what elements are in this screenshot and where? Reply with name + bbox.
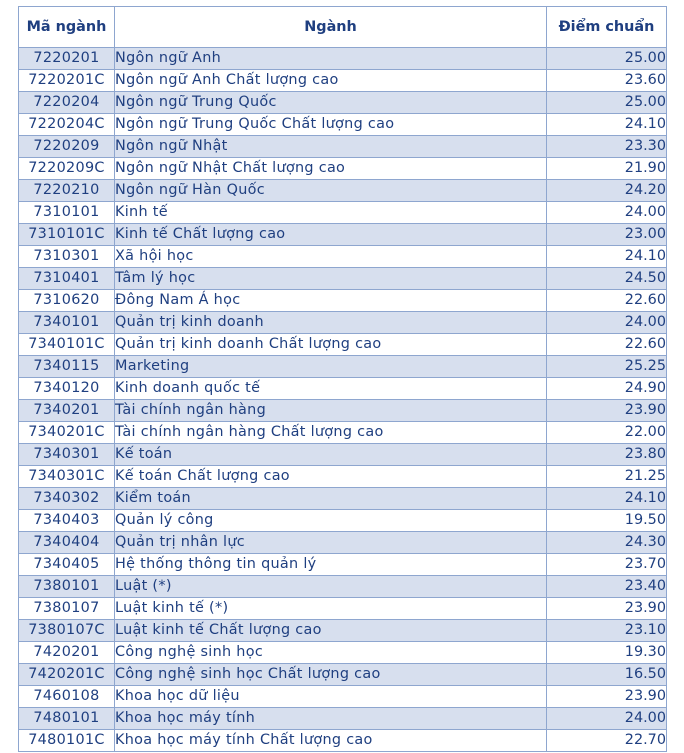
table-row: [19, 422, 667, 444]
major-code-cell: 7220201C: [19, 70, 115, 92]
cutoff-score-cell: 23.10: [547, 620, 667, 642]
admission-score-table: [18, 6, 667, 752]
table-row: [19, 686, 667, 708]
header-cutoff-score: Điểm chuẩn: [547, 7, 667, 48]
cutoff-score-cell: 24.50: [547, 268, 667, 290]
major-name-cell: Công nghệ sinh học: [115, 642, 547, 664]
major-name-cell: Kế toán: [115, 444, 547, 466]
table-row: [19, 378, 667, 400]
cutoff-score-cell: 24.10: [547, 114, 667, 136]
major-name-cell: Ngôn ngữ Hàn Quốc: [115, 180, 547, 202]
major-code-cell: 7220209: [19, 136, 115, 158]
major-name-cell: Tài chính ngân hàng: [115, 400, 547, 422]
major-name-cell: Xã hội học: [115, 246, 547, 268]
major-code-cell: 7420201C: [19, 664, 115, 686]
major-code-cell: 7380101: [19, 576, 115, 598]
major-code-cell: 7340120: [19, 378, 115, 400]
major-code-cell: 7380107C: [19, 620, 115, 642]
table-row: [19, 136, 667, 158]
cutoff-score-cell: 19.30: [547, 642, 667, 664]
cutoff-score-cell: 25.00: [547, 48, 667, 70]
cutoff-score-cell: 24.10: [547, 246, 667, 268]
cutoff-score-cell: 24.10: [547, 488, 667, 510]
table-header: [19, 7, 667, 48]
cutoff-score-cell: 23.60: [547, 70, 667, 92]
cutoff-score-cell: 21.90: [547, 158, 667, 180]
major-code-cell: 7480101C: [19, 730, 115, 752]
cutoff-score-cell: 19.50: [547, 510, 667, 532]
table-row: [19, 268, 667, 290]
major-name-cell: Ngôn ngữ Nhật Chất lượng cao: [115, 158, 547, 180]
major-code-cell: 7220210: [19, 180, 115, 202]
header-major-code: Mã ngành: [19, 7, 115, 48]
major-name-cell: Ngôn ngữ Nhật: [115, 136, 547, 158]
table-row: [19, 70, 667, 92]
table-row: [19, 224, 667, 246]
cutoff-score-cell: 22.70: [547, 730, 667, 752]
cutoff-score-cell: 25.25: [547, 356, 667, 378]
major-code-cell: 7220201: [19, 48, 115, 70]
major-name-cell: Đông Nam Á học: [115, 290, 547, 312]
major-name-cell: Quản lý công: [115, 510, 547, 532]
table-row: [19, 400, 667, 422]
cutoff-score-cell: 23.70: [547, 554, 667, 576]
table-row: [19, 620, 667, 642]
table-row: [19, 114, 667, 136]
major-code-cell: 7310620: [19, 290, 115, 312]
table-row: [19, 466, 667, 488]
header-major-name: Ngành: [115, 7, 547, 48]
major-code-cell: 7310401: [19, 268, 115, 290]
cutoff-score-cell: 24.00: [547, 312, 667, 334]
table-row: [19, 48, 667, 70]
table-body: [19, 48, 667, 752]
cutoff-score-cell: 23.90: [547, 400, 667, 422]
cutoff-score-cell: 22.00: [547, 422, 667, 444]
major-code-cell: 7310301: [19, 246, 115, 268]
major-code-cell: 7340201: [19, 400, 115, 422]
cutoff-score-cell: 23.90: [547, 598, 667, 620]
major-name-cell: Ngôn ngữ Anh: [115, 48, 547, 70]
major-name-cell: Quản trị kinh doanh Chất lượng cao: [115, 334, 547, 356]
cutoff-score-cell: 22.60: [547, 290, 667, 312]
cutoff-score-cell: 16.50: [547, 664, 667, 686]
table-row: [19, 532, 667, 554]
table-row: [19, 488, 667, 510]
major-code-cell: 7340201C: [19, 422, 115, 444]
table-row: [19, 708, 667, 730]
major-code-cell: 7220209C: [19, 158, 115, 180]
table-row: [19, 334, 667, 356]
major-code-cell: 7340115: [19, 356, 115, 378]
cutoff-score-cell: 24.00: [547, 708, 667, 730]
major-code-cell: 7460108: [19, 686, 115, 708]
header-row: [19, 7, 667, 48]
major-name-cell: Khoa học máy tính: [115, 708, 547, 730]
major-name-cell: Tâm lý học: [115, 268, 547, 290]
table-row: [19, 202, 667, 224]
major-code-cell: 7340101: [19, 312, 115, 334]
major-code-cell: 7220204C: [19, 114, 115, 136]
cutoff-score-cell: 23.80: [547, 444, 667, 466]
major-name-cell: Tài chính ngân hàng Chất lượng cao: [115, 422, 547, 444]
cutoff-score-cell: 24.20: [547, 180, 667, 202]
table-row: [19, 246, 667, 268]
table-row: [19, 444, 667, 466]
major-name-cell: Luật (*): [115, 576, 547, 598]
cutoff-score-cell: 21.25: [547, 466, 667, 488]
major-name-cell: Khoa học máy tính Chất lượng cao: [115, 730, 547, 752]
major-code-cell: 7340302: [19, 488, 115, 510]
table-row: [19, 664, 667, 686]
major-name-cell: Quản trị nhân lực: [115, 532, 547, 554]
major-code-cell: 7480101: [19, 708, 115, 730]
major-name-cell: Kiểm toán: [115, 488, 547, 510]
major-code-cell: 7340101C: [19, 334, 115, 356]
cutoff-score-cell: 24.90: [547, 378, 667, 400]
table-row: [19, 642, 667, 664]
table-row: [19, 290, 667, 312]
major-name-cell: Ngôn ngữ Anh Chất lượng cao: [115, 70, 547, 92]
major-code-cell: 7310101: [19, 202, 115, 224]
table-row: [19, 356, 667, 378]
major-name-cell: Kế toán Chất lượng cao: [115, 466, 547, 488]
major-name-cell: Khoa học dữ liệu: [115, 686, 547, 708]
major-code-cell: 7380107: [19, 598, 115, 620]
major-name-cell: Kinh tế Chất lượng cao: [115, 224, 547, 246]
cutoff-score-cell: 23.40: [547, 576, 667, 598]
major-code-cell: 7340403: [19, 510, 115, 532]
cutoff-score-cell: 23.30: [547, 136, 667, 158]
major-name-cell: Ngôn ngữ Trung Quốc Chất lượng cao: [115, 114, 547, 136]
table-row: [19, 730, 667, 752]
major-name-cell: Công nghệ sinh học Chất lượng cao: [115, 664, 547, 686]
major-code-cell: 7340301: [19, 444, 115, 466]
major-code-cell: 7340301C: [19, 466, 115, 488]
table-row: [19, 598, 667, 620]
table-row: [19, 510, 667, 532]
major-name-cell: Quản trị kinh doanh: [115, 312, 547, 334]
cutoff-score-cell: 25.00: [547, 92, 667, 114]
major-code-cell: 7340404: [19, 532, 115, 554]
major-code-cell: 7340405: [19, 554, 115, 576]
major-name-cell: Marketing: [115, 356, 547, 378]
cutoff-score-cell: 24.00: [547, 202, 667, 224]
major-code-cell: 7420201: [19, 642, 115, 664]
major-code-cell: 7220204: [19, 92, 115, 114]
table-row: [19, 554, 667, 576]
major-name-cell: Luật kinh tế (*): [115, 598, 547, 620]
cutoff-score-cell: 24.30: [547, 532, 667, 554]
major-code-cell: 7310101C: [19, 224, 115, 246]
table-row: [19, 312, 667, 334]
cutoff-score-cell: 23.00: [547, 224, 667, 246]
major-name-cell: Luật kinh tế Chất lượng cao: [115, 620, 547, 642]
cutoff-score-cell: 22.60: [547, 334, 667, 356]
table-row: [19, 92, 667, 114]
table-row: [19, 158, 667, 180]
cutoff-score-cell: 23.90: [547, 686, 667, 708]
major-name-cell: Hệ thống thông tin quản lý: [115, 554, 547, 576]
table-row: [19, 180, 667, 202]
table-row: [19, 576, 667, 598]
major-name-cell: Kinh tế: [115, 202, 547, 224]
major-name-cell: Ngôn ngữ Trung Quốc: [115, 92, 547, 114]
major-name-cell: Kinh doanh quốc tế: [115, 378, 547, 400]
